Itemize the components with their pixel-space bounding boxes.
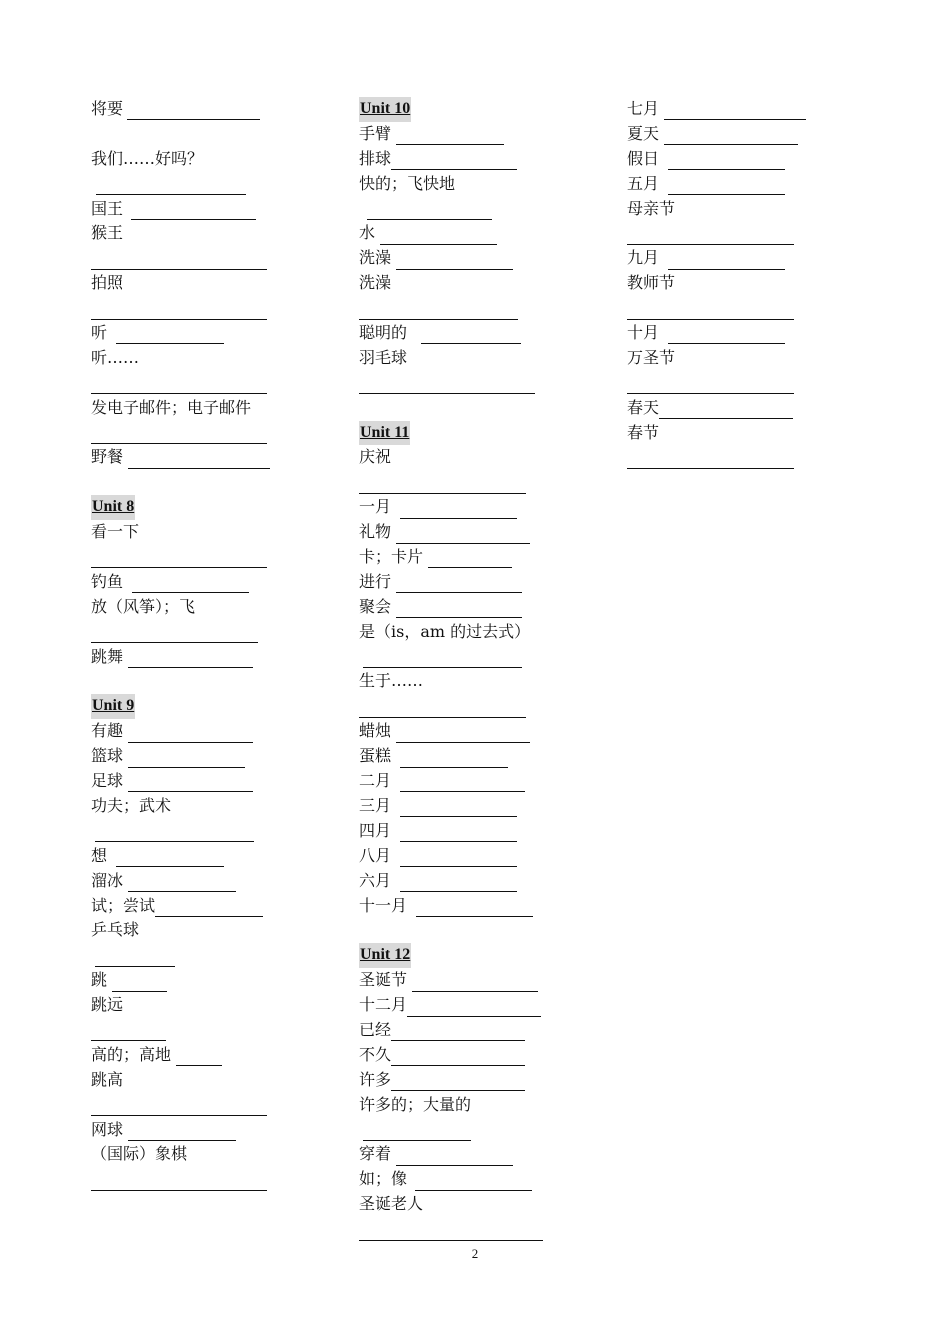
- vocab-term: 蜡烛: [359, 721, 392, 741]
- vocab-term: 跳舞: [91, 646, 124, 666]
- answer-blank[interactable]: [627, 378, 794, 394]
- vocab-row: [91, 520, 270, 545]
- vocab-row: [91, 645, 270, 670]
- vocab-row: [91, 346, 270, 371]
- unit-heading-row: [91, 694, 270, 719]
- vocab-row: [359, 595, 543, 620]
- vocab-row: [91, 993, 270, 1018]
- answer-blank[interactable]: [128, 453, 270, 469]
- answer-blank[interactable]: [380, 229, 497, 245]
- vocab-row: [91, 271, 270, 296]
- vocab-row: [359, 1142, 543, 1167]
- vocab-row: [359, 346, 543, 371]
- column-3: [627, 97, 806, 470]
- vocab-term: 我们……好吗？: [91, 148, 204, 168]
- vocab-row: [91, 396, 270, 421]
- answer-blank[interactable]: [359, 1225, 543, 1241]
- vocab-row: [359, 197, 543, 222]
- vocab-row: [91, 147, 270, 172]
- vocab-term: 溜冰: [91, 870, 124, 890]
- answer-blank[interactable]: [627, 453, 794, 469]
- vocab-term: 拍照: [91, 273, 124, 293]
- answer-blank[interactable]: [127, 104, 260, 120]
- vocab-row: [359, 296, 543, 321]
- answer-blank[interactable]: [363, 1125, 471, 1141]
- vocab-term: 许多的；大量的: [359, 1094, 472, 1114]
- vocab-term: 四月: [359, 820, 392, 840]
- answer-blank[interactable]: [400, 776, 525, 792]
- vocab-row: [359, 844, 543, 869]
- vocab-term: 圣诞老人: [359, 1194, 424, 1214]
- vocab-term: 听: [91, 323, 108, 343]
- vocab-row: [91, 620, 270, 645]
- vocab-row: [627, 271, 806, 296]
- unit-heading: Unit 8: [91, 495, 135, 520]
- vocab-term: 羽毛球: [359, 347, 408, 367]
- vocab-row: [627, 421, 806, 446]
- answer-blank[interactable]: [128, 752, 245, 768]
- answer-blank[interactable]: [668, 154, 785, 170]
- unit-heading: Unit 11: [359, 421, 410, 446]
- vocab-row: [359, 694, 543, 719]
- vocab-row: [359, 1043, 543, 1068]
- answer-blank[interactable]: [668, 254, 785, 270]
- answer-blank[interactable]: [91, 627, 258, 643]
- answer-blank[interactable]: [116, 328, 224, 344]
- vocab-row: [91, 421, 270, 446]
- vocab-row: [91, 445, 270, 470]
- vocab-row: [627, 371, 806, 396]
- vocab-term: 生于……: [359, 671, 424, 691]
- answer-blank[interactable]: [396, 1150, 513, 1166]
- vocab-row: [359, 147, 543, 172]
- vocab-row: [627, 346, 806, 371]
- answer-blank[interactable]: [359, 378, 535, 394]
- answer-blank[interactable]: [664, 129, 798, 145]
- answer-blank[interactable]: [396, 254, 513, 270]
- vocab-term: 跳: [91, 970, 108, 990]
- vocab-term: 许多: [359, 1069, 392, 1089]
- vocab-term: （国际）象棋: [91, 1144, 188, 1164]
- answer-blank[interactable]: [396, 129, 504, 145]
- vocab-term: 高的；高地: [91, 1044, 172, 1064]
- vocab-term: 快的；飞快地: [359, 173, 456, 193]
- answer-blank[interactable]: [415, 1175, 532, 1191]
- vocab-row: [359, 545, 543, 570]
- vocab-term: 蛋糕: [359, 746, 392, 766]
- vocab-row: [359, 470, 543, 495]
- vocab-row: [359, 1217, 543, 1242]
- answer-blank[interactable]: [91, 428, 267, 444]
- answer-blank[interactable]: [400, 876, 517, 892]
- vocab-row: [91, 1167, 270, 1192]
- answer-blank[interactable]: [627, 229, 794, 245]
- vocab-row: [359, 1192, 543, 1217]
- vocab-row: [359, 271, 543, 296]
- answer-blank[interactable]: [400, 826, 517, 842]
- vocab-row: [359, 495, 543, 520]
- answer-blank[interactable]: [176, 1050, 222, 1066]
- answer-blank[interactable]: [91, 254, 267, 270]
- blank-line: [91, 122, 270, 147]
- vocab-row: [91, 918, 270, 943]
- vocab-term: 十一月: [359, 895, 408, 915]
- vocab-term: 排球: [359, 148, 392, 168]
- vocab-row: [91, 769, 270, 794]
- vocab-term: 七月: [627, 99, 660, 118]
- vocab-term: 进行: [359, 571, 392, 591]
- answer-blank[interactable]: [664, 104, 806, 120]
- vocab-term: 手臂: [359, 123, 392, 143]
- vocab-row: [91, 1043, 270, 1068]
- answer-blank[interactable]: [96, 179, 246, 195]
- answer-blank[interactable]: [128, 1125, 236, 1141]
- answer-blank[interactable]: [396, 602, 522, 618]
- vocab-term: 乒乓球: [91, 920, 140, 940]
- vocab-term: 礼物: [359, 522, 392, 542]
- vocab-term: 想: [91, 845, 108, 865]
- unit-heading-row: [359, 421, 543, 446]
- answer-blank[interactable]: [391, 1075, 525, 1091]
- answer-blank[interactable]: [91, 304, 267, 320]
- vocab-row: [627, 396, 806, 421]
- vocab-term: 听……: [91, 347, 140, 367]
- answer-blank[interactable]: [396, 727, 530, 743]
- vocab-row: [627, 147, 806, 172]
- column-2: [359, 97, 543, 1242]
- vocab-term: 发电子邮件；电子邮件: [91, 397, 252, 417]
- vocab-row: [91, 321, 270, 346]
- vocab-row: [91, 545, 270, 570]
- vocab-row: [91, 570, 270, 595]
- vocab-term: 卡；卡片: [359, 547, 424, 567]
- vocab-term: 如；像: [359, 1169, 408, 1189]
- vocab-row: [627, 122, 806, 147]
- vocab-term: 国王: [91, 198, 124, 218]
- unit-heading-row: [359, 97, 543, 122]
- answer-blank[interactable]: [396, 577, 522, 593]
- vocab-row: [359, 993, 543, 1018]
- vocab-row: [91, 595, 270, 620]
- vocab-term: 水: [359, 223, 376, 243]
- vocab-row: [359, 620, 543, 645]
- vocab-term: 网球: [91, 1119, 124, 1139]
- vocab-row: [627, 246, 806, 271]
- vocab-term: 已经: [359, 1019, 392, 1039]
- vocab-row: [91, 744, 270, 769]
- vocab-term: 跳高: [91, 1069, 124, 1089]
- vocab-term: 春节: [627, 422, 660, 442]
- answer-blank[interactable]: [400, 752, 508, 768]
- vocab-row: [359, 968, 543, 993]
- vocab-row: [359, 794, 543, 819]
- vocab-row: [627, 172, 806, 197]
- vocab-term: 有趣: [91, 721, 124, 741]
- vocab-row: [91, 1142, 270, 1167]
- vocab-row: [359, 1118, 543, 1143]
- blank-line: [359, 918, 543, 943]
- answer-blank[interactable]: [391, 1025, 525, 1041]
- answer-blank[interactable]: [400, 851, 517, 867]
- vocab-row: [91, 869, 270, 894]
- vocab-row: [627, 296, 806, 321]
- vocab-term: 足球: [91, 771, 124, 791]
- vocab-row: [359, 520, 543, 545]
- answer-blank[interactable]: [391, 154, 517, 170]
- vocab-row: [627, 445, 806, 470]
- answer-blank[interactable]: [128, 876, 236, 892]
- answer-blank[interactable]: [155, 901, 263, 917]
- vocab-row: [627, 221, 806, 246]
- blank-line: [359, 396, 543, 421]
- vocab-term: 春天: [627, 397, 660, 417]
- answer-blank[interactable]: [359, 702, 526, 718]
- vocab-term: 教师节: [627, 273, 676, 293]
- answer-blank[interactable]: [91, 1025, 166, 1041]
- answer-blank[interactable]: [400, 801, 517, 817]
- vocab-row: [359, 122, 543, 147]
- page-number: 2: [471, 1246, 479, 1261]
- answer-blank[interactable]: [128, 727, 253, 743]
- vocab-term: 放（风筝）；飞: [91, 596, 196, 616]
- answer-blank[interactable]: [412, 976, 538, 992]
- vocab-row: [91, 97, 270, 122]
- column-1: [91, 97, 270, 1192]
- vocab-term: 庆祝: [359, 447, 392, 467]
- answer-blank[interactable]: [659, 403, 793, 419]
- answer-blank[interactable]: [421, 328, 521, 344]
- vocab-row: [359, 1068, 543, 1093]
- vocab-row: [91, 719, 270, 744]
- vocab-term: 夏天: [627, 123, 660, 143]
- answer-blank[interactable]: [95, 826, 254, 842]
- answer-blank[interactable]: [91, 552, 267, 568]
- answer-blank[interactable]: [95, 951, 175, 967]
- vocab-term: 万圣节: [627, 347, 676, 367]
- vocab-term: 圣诞节: [359, 970, 408, 990]
- vocab-row: [359, 645, 543, 670]
- unit-heading-row: [91, 495, 270, 520]
- vocab-row: [91, 943, 270, 968]
- vocab-row: [359, 769, 543, 794]
- vocab-row: [359, 744, 543, 769]
- blank-line: [91, 669, 270, 694]
- vocab-row: [359, 669, 543, 694]
- vocab-term: 是（is，am 的过去式）: [359, 621, 531, 641]
- vocab-term: 跳远: [91, 995, 124, 1015]
- answer-blank[interactable]: [400, 503, 517, 519]
- answer-blank[interactable]: [396, 528, 530, 544]
- vocab-term: 洗澡: [359, 248, 392, 268]
- answer-blank[interactable]: [131, 204, 256, 220]
- vocab-term: 母亲节: [627, 198, 676, 218]
- vocab-term: 六月: [359, 870, 392, 890]
- vocab-term: 二月: [359, 771, 392, 791]
- unit-heading: Unit 9: [91, 694, 135, 719]
- vocab-term: 九月: [627, 248, 660, 268]
- vocab-row: [91, 968, 270, 993]
- answer-blank[interactable]: [91, 1175, 267, 1191]
- vocab-row: [627, 197, 806, 222]
- vocab-row: [91, 197, 270, 222]
- vocab-row: [91, 221, 270, 246]
- vocab-term: 看一下: [91, 522, 140, 542]
- answer-blank[interactable]: [367, 204, 492, 220]
- vocab-row: [359, 246, 543, 271]
- vocab-term: 穿着: [359, 1144, 392, 1164]
- vocab-row: [91, 1068, 270, 1093]
- vocab-term: 野餐: [91, 447, 124, 467]
- vocab-row: [91, 794, 270, 819]
- vocab-row: [627, 321, 806, 346]
- vocab-row: [359, 819, 543, 844]
- vocab-row: [359, 221, 543, 246]
- answer-blank[interactable]: [91, 1100, 267, 1116]
- vocab-term: 聪明的: [359, 323, 408, 343]
- vocab-row: [359, 321, 543, 346]
- vocab-term: 钓鱼: [91, 571, 124, 591]
- vocab-row: [91, 894, 270, 919]
- vocab-row: [359, 570, 543, 595]
- vocab-term: 试；尝试: [91, 895, 156, 915]
- answer-blank[interactable]: [627, 304, 794, 320]
- vocab-term: 一月: [359, 497, 392, 517]
- vocab-row: [91, 1118, 270, 1143]
- vocab-row: [359, 719, 543, 744]
- vocab-row: [627, 97, 806, 122]
- vocab-row: [91, 296, 270, 321]
- vocab-term: 假日: [627, 148, 660, 168]
- vocab-row: [91, 819, 270, 844]
- vocab-term: 五月: [627, 173, 660, 193]
- vocab-row: [359, 894, 543, 919]
- vocab-row: [359, 869, 543, 894]
- answer-blank[interactable]: [112, 976, 167, 992]
- unit-heading-row: [359, 943, 543, 968]
- vocab-term: 十二月: [359, 995, 408, 1015]
- vocab-term: 功夫；武术: [91, 795, 172, 815]
- answer-blank[interactable]: [359, 304, 518, 320]
- vocab-row: [359, 1167, 543, 1192]
- vocab-row: [91, 1018, 270, 1043]
- answer-blank[interactable]: [359, 478, 526, 494]
- answer-blank[interactable]: [128, 776, 253, 792]
- vocab-row: [91, 844, 270, 869]
- vocab-row: [359, 445, 543, 470]
- vocab-term: 篮球: [91, 746, 124, 766]
- vocab-row: [91, 371, 270, 396]
- vocab-term: 洗澡: [359, 273, 392, 293]
- unit-heading: Unit 10: [359, 97, 411, 122]
- answer-blank[interactable]: [428, 552, 512, 568]
- answer-blank[interactable]: [91, 378, 267, 394]
- answer-blank[interactable]: [132, 577, 249, 593]
- vocab-term: 猴王: [91, 223, 124, 243]
- vocab-row: [359, 1018, 543, 1043]
- vocab-row: [91, 172, 270, 197]
- vocab-row: [91, 1093, 270, 1118]
- unit-heading: Unit 12: [359, 943, 411, 968]
- answer-blank[interactable]: [363, 652, 522, 668]
- vocab-term: 聚会: [359, 596, 392, 616]
- answer-blank[interactable]: [391, 1050, 525, 1066]
- vocab-row: [359, 1093, 543, 1118]
- vocab-row: [359, 172, 543, 197]
- vocab-row: [91, 246, 270, 271]
- vocab-term: 将要: [91, 99, 124, 118]
- answer-blank[interactable]: [416, 901, 533, 917]
- vocab-term: 八月: [359, 845, 392, 865]
- vocab-term: 不久: [359, 1044, 392, 1064]
- vocab-row: [359, 371, 543, 396]
- answer-blank[interactable]: [668, 328, 785, 344]
- blank-line: [91, 470, 270, 495]
- vocab-term: 十月: [627, 323, 660, 343]
- answer-blank[interactable]: [116, 851, 224, 867]
- answer-blank[interactable]: [668, 179, 785, 195]
- vocab-term: 三月: [359, 795, 392, 815]
- answer-blank[interactable]: [128, 652, 253, 668]
- answer-blank[interactable]: [407, 1001, 541, 1017]
